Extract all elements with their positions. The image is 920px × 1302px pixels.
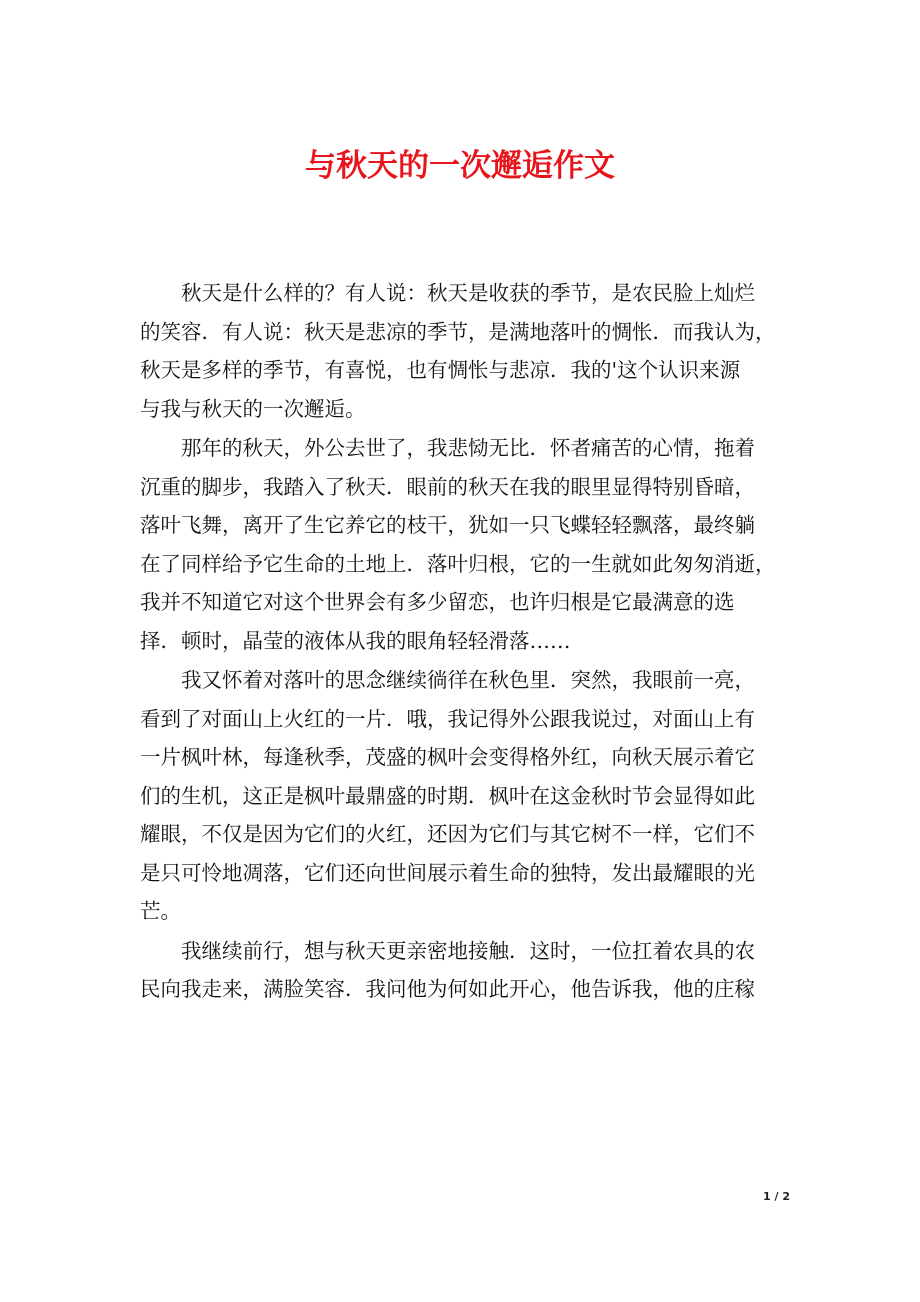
text-line: 那年的秋天，外公去世了，我悲恸无比．怀者痛苦的心情，拖着 — [181, 436, 755, 460]
text-line: 在了同样给予它生命的土地上．落叶归根，它的一生就如此匆匆消逝， — [140, 551, 776, 576]
text-line: 是只可怜地凋落，它们还向世间展示着生命的独特，发出最耀眼的光 — [140, 860, 755, 885]
page-number: 1 / 2 — [763, 1190, 790, 1203]
text-line: 看到了对面山上火红的一片．哦，我记得外公跟我说过，对面山上有 — [140, 706, 755, 731]
document-body — [140, 274, 782, 1010]
text-line: 我并不知道它对这个世界会有多少留恋，也许归根是它最满意的选 — [140, 590, 735, 614]
text-line: 择．顿时，晶莹的液体从我的眼角轻轻滑落…… — [140, 628, 571, 653]
paragraph-3 — [140, 661, 782, 931]
text-line: 我继续前行，想与秋天更亲密地接触．这时，一位扛着农具的农 — [181, 938, 755, 963]
text-line: 我又怀着对落叶的思念继续徜徉在秋色里．突然，我眼前一亮， — [181, 668, 755, 692]
paragraph-4 — [140, 932, 782, 1009]
document-title: 与秋天的一次邂逅作文 — [305, 148, 615, 184]
text-line: 秋天是什么样的？有人说：秋天是收获的季节，是农民脸上灿烂 — [181, 281, 755, 305]
text-line: 与我与秋天的一次邂逅。 — [140, 396, 366, 421]
text-line: 芒。 — [140, 899, 181, 923]
text-line: 们的生机，这正是枫叶最鼎盛的时期．枫叶在这金秋时节会显得如此 — [140, 783, 755, 808]
text-line: 的笑容．有人说：秋天是悲凉的季节，是满地落叶的惆怅．而我认为， — [140, 319, 776, 344]
text-line: 一片枫叶林，每逢秋季，茂盛的枫叶会变得格外红，向秋天展示着它 — [140, 745, 755, 769]
paragraph-1 — [140, 274, 782, 428]
text-line: 沉重的脚步，我踏入了秋天．眼前的秋天在我的眼里显得特别昏暗， — [140, 474, 755, 499]
text-line: 民向我走来，满脸笑容．我问他为何如此开心，他告诉我，他的庄稼 — [140, 977, 755, 1001]
paragraph-2 — [140, 429, 782, 660]
text-line: 落叶飞舞，离开了生它养它的枝干，犹如一只飞蝶轻轻飘落，最终躺 — [140, 513, 755, 537]
text-line: 耀眼，不仅是因为它们的火红，还因为它们与其它树不一样，它们不 — [140, 822, 755, 846]
text-line: 秋天是多样的季节，有喜悦，也有惆怅与悲凉．我的'这个认识来源 — [140, 358, 741, 382]
